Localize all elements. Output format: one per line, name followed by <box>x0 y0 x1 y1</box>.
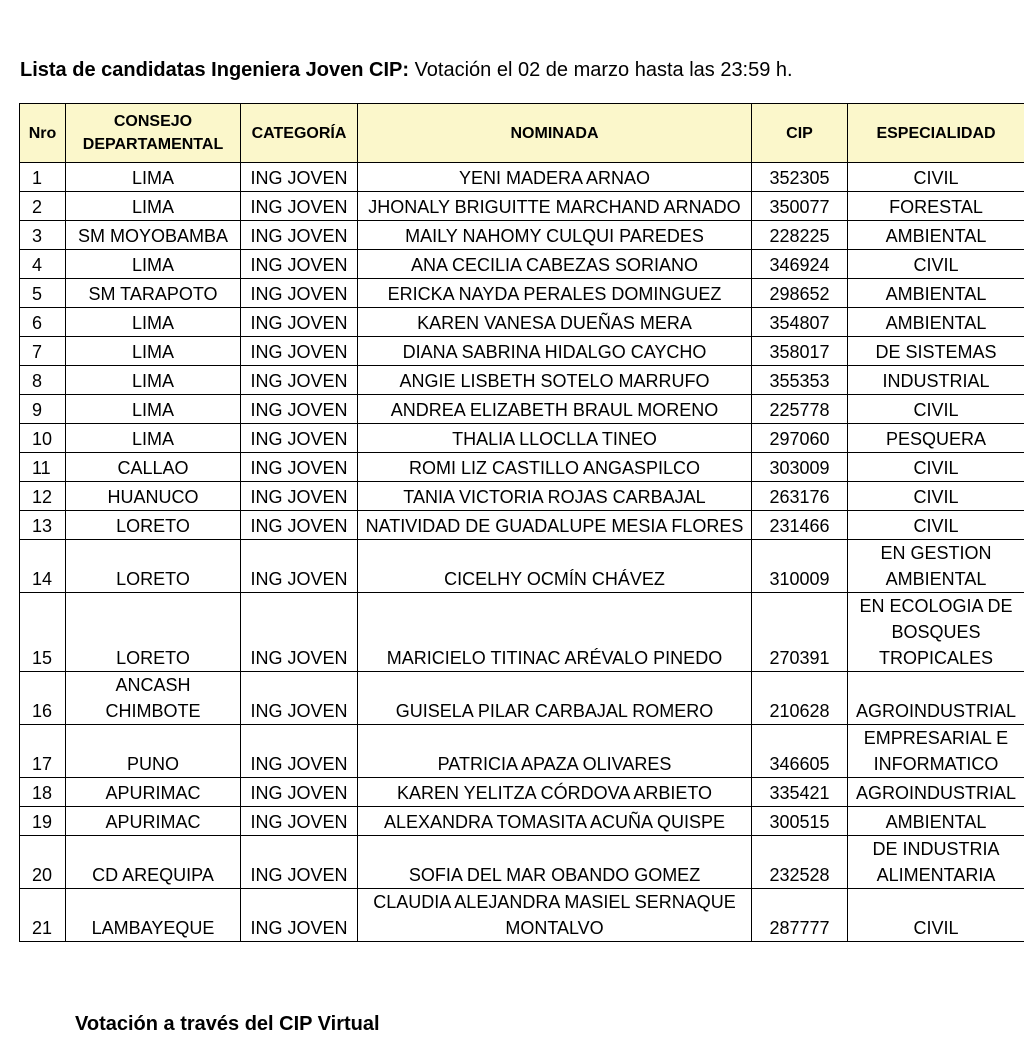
cell-nro: 10 <box>20 424 66 453</box>
cell-consejo: LIMA <box>66 395 241 424</box>
cell-especialidad: CIVIL <box>848 889 1024 942</box>
cell-nro: 8 <box>20 366 66 395</box>
cell-cip: 354807 <box>752 308 848 337</box>
cell-categoria: ING JOVEN <box>241 511 358 540</box>
cell-especialidad: AMBIENTAL <box>848 221 1024 250</box>
table-row <box>20 540 1024 593</box>
cell-nominada: KAREN VANESA DUEÑAS MERA <box>358 308 752 337</box>
table-row <box>20 807 1024 836</box>
cell-nominada: CLAUDIA ALEJANDRA MASIEL SERNAQUE MONTALVO <box>358 889 752 942</box>
table-header <box>20 104 1024 163</box>
table-row <box>20 511 1024 540</box>
cell-especialidad: CIVIL <box>848 250 1024 279</box>
cell-nro: 15 <box>20 593 66 672</box>
table-row <box>20 725 1024 778</box>
cell-nro: 17 <box>20 725 66 778</box>
cell-especialidad: PESQUERA <box>848 424 1024 453</box>
cell-consejo: LORETO <box>66 511 241 540</box>
cell-nro: 18 <box>20 778 66 807</box>
cell-nro: 4 <box>20 250 66 279</box>
table-row <box>20 163 1024 192</box>
cell-cip: 303009 <box>752 453 848 482</box>
table-body <box>20 163 1024 942</box>
cell-cip: 335421 <box>752 778 848 807</box>
cell-consejo: SM MOYOBAMBA <box>66 221 241 250</box>
cell-nominada: SOFIA DEL MAR OBANDO GOMEZ <box>358 836 752 889</box>
cell-nominada: NATIVIDAD DE GUADALUPE MESIA FLORES <box>358 511 752 540</box>
cell-consejo: LIMA <box>66 366 241 395</box>
cell-nominada: ERICKA NAYDA PERALES DOMINGUEZ <box>358 279 752 308</box>
cell-consejo: CALLAO <box>66 453 241 482</box>
cell-especialidad: AMBIENTAL <box>848 807 1024 836</box>
cell-categoria: ING JOVEN <box>241 540 358 593</box>
col-header-especialidad: ESPECIALIDAD <box>848 104 1024 163</box>
cell-nro: 19 <box>20 807 66 836</box>
cell-cip: 297060 <box>752 424 848 453</box>
cell-cip: 228225 <box>752 221 848 250</box>
cell-especialidad: EN ECOLOGIA DE BOSQUES TROPICALES <box>848 593 1024 672</box>
cell-cip: 355353 <box>752 366 848 395</box>
cell-consejo: APURIMAC <box>66 778 241 807</box>
cell-categoria: ING JOVEN <box>241 366 358 395</box>
cell-especialidad: CIVIL <box>848 163 1024 192</box>
cell-nro: 7 <box>20 337 66 366</box>
cell-nro: 21 <box>20 889 66 942</box>
cell-cip: 310009 <box>752 540 848 593</box>
cell-consejo: PUNO <box>66 725 241 778</box>
cell-consejo: HUANUCO <box>66 482 241 511</box>
cell-categoria: ING JOVEN <box>241 221 358 250</box>
table-row <box>20 453 1024 482</box>
cell-especialidad: AMBIENTAL <box>848 308 1024 337</box>
cell-especialidad: AGROINDUSTRIAL <box>848 778 1024 807</box>
table-row <box>20 778 1024 807</box>
cell-consejo: SM TARAPOTO <box>66 279 241 308</box>
cell-nominada: ALEXANDRA TOMASITA ACUÑA QUISPE <box>358 807 752 836</box>
cell-consejo: LIMA <box>66 337 241 366</box>
cell-especialidad: EMPRESARIAL E INFORMATICO <box>848 725 1024 778</box>
cell-cip: 232528 <box>752 836 848 889</box>
cell-nominada: YENI MADERA ARNAO <box>358 163 752 192</box>
cell-nominada: TANIA VICTORIA ROJAS CARBAJAL <box>358 482 752 511</box>
cell-nro: 5 <box>20 279 66 308</box>
table-row <box>20 482 1024 511</box>
cell-cip: 358017 <box>752 337 848 366</box>
cell-nominada: ROMI LIZ CASTILLO ANGASPILCO <box>358 453 752 482</box>
cell-especialidad: EN GESTION AMBIENTAL <box>848 540 1024 593</box>
table-row <box>20 593 1024 672</box>
cell-cip: 263176 <box>752 482 848 511</box>
cell-categoria: ING JOVEN <box>241 889 358 942</box>
col-header-categoria: CATEGORÍA <box>241 104 358 163</box>
cell-consejo: LORETO <box>66 540 241 593</box>
title-subtitle: Votación el 02 de marzo hasta las 23:59 h. <box>409 59 793 81</box>
cell-cip: 231466 <box>752 511 848 540</box>
cell-cip: 270391 <box>752 593 848 672</box>
cell-categoria: ING JOVEN <box>241 163 358 192</box>
page-title <box>20 57 793 83</box>
cell-consejo: CD AREQUIPA <box>66 836 241 889</box>
candidates-table <box>19 103 1024 942</box>
cell-consejo: ANCASH CHIMBOTE <box>66 672 241 725</box>
cell-nominada: THALIA LLOCLLA TINEO <box>358 424 752 453</box>
cell-nro: 6 <box>20 308 66 337</box>
cell-especialidad: AMBIENTAL <box>848 279 1024 308</box>
cell-nro: 14 <box>20 540 66 593</box>
cell-nominada: JHONALY BRIGUITTE MARCHAND ARNADO <box>358 192 752 221</box>
cell-especialidad: CIVIL <box>848 482 1024 511</box>
cell-especialidad: CIVIL <box>848 511 1024 540</box>
title-bold: Lista de candidatas Ingeniera Joven CIP: <box>20 59 410 81</box>
cell-categoria: ING JOVEN <box>241 836 358 889</box>
cell-cip: 225778 <box>752 395 848 424</box>
cell-especialidad: INDUSTRIAL <box>848 366 1024 395</box>
cell-nro: 11 <box>20 453 66 482</box>
cell-nominada: ANDREA ELIZABETH BRAUL MORENO <box>358 395 752 424</box>
cell-nominada: ANA CECILIA CABEZAS SORIANO <box>358 250 752 279</box>
cell-categoria: ING JOVEN <box>241 250 358 279</box>
cell-categoria: ING JOVEN <box>241 807 358 836</box>
table-row <box>20 192 1024 221</box>
col-header-consejo: CONSEJO DEPARTAMENTAL <box>66 104 241 163</box>
cell-categoria: ING JOVEN <box>241 395 358 424</box>
cell-nro: 20 <box>20 836 66 889</box>
cell-nro: 2 <box>20 192 66 221</box>
cell-especialidad: DE SISTEMAS <box>848 337 1024 366</box>
cell-categoria: ING JOVEN <box>241 424 358 453</box>
col-header-nominada: NOMINADA <box>358 104 752 163</box>
footer-note: Votación a través del CIP Virtual <box>75 1013 380 1035</box>
cell-especialidad: DE INDUSTRIA ALIMENTARIA <box>848 836 1024 889</box>
cell-cip: 300515 <box>752 807 848 836</box>
cell-cip: 287777 <box>752 889 848 942</box>
cell-consejo: APURIMAC <box>66 807 241 836</box>
cell-consejo: LIMA <box>66 192 241 221</box>
cell-categoria: ING JOVEN <box>241 672 358 725</box>
table-row <box>20 337 1024 366</box>
cell-consejo: LIMA <box>66 163 241 192</box>
table-row <box>20 672 1024 725</box>
cell-categoria: ING JOVEN <box>241 593 358 672</box>
header-row <box>20 104 1024 163</box>
cell-categoria: ING JOVEN <box>241 279 358 308</box>
cell-categoria: ING JOVEN <box>241 725 358 778</box>
cell-categoria: ING JOVEN <box>241 337 358 366</box>
cell-nominada: MAILY NAHOMY CULQUI PAREDES <box>358 221 752 250</box>
cell-especialidad: FORESTAL <box>848 192 1024 221</box>
table-row <box>20 279 1024 308</box>
table-row <box>20 395 1024 424</box>
cell-nro: 13 <box>20 511 66 540</box>
cell-cip: 210628 <box>752 672 848 725</box>
cell-consejo: LIMA <box>66 250 241 279</box>
table-row <box>20 308 1024 337</box>
cell-especialidad: CIVIL <box>848 453 1024 482</box>
cell-nominada: KAREN YELITZA CÓRDOVA ARBIETO <box>358 778 752 807</box>
table-row <box>20 836 1024 889</box>
cell-cip: 346605 <box>752 725 848 778</box>
col-header-nro: Nro <box>20 104 66 163</box>
cell-nominada: MARICIELO TITINAC ARÉVALO PINEDO <box>358 593 752 672</box>
cell-nominada: CICELHY OCMÍN CHÁVEZ <box>358 540 752 593</box>
cell-categoria: ING JOVEN <box>241 192 358 221</box>
table-row <box>20 889 1024 942</box>
cell-nominada: GUISELA PILAR CARBAJAL ROMERO <box>358 672 752 725</box>
cell-consejo: LIMA <box>66 308 241 337</box>
cell-nro: 9 <box>20 395 66 424</box>
cell-consejo: LIMA <box>66 424 241 453</box>
cell-especialidad: AGROINDUSTRIAL <box>848 672 1024 725</box>
cell-nominada: ANGIE LISBETH SOTELO MARRUFO <box>358 366 752 395</box>
cell-consejo: LORETO <box>66 593 241 672</box>
table-row <box>20 366 1024 395</box>
cell-especialidad: CIVIL <box>848 395 1024 424</box>
cell-nominada: PATRICIA APAZA OLIVARES <box>358 725 752 778</box>
cell-nominada: DIANA SABRINA HIDALGO CAYCHO <box>358 337 752 366</box>
cell-cip: 298652 <box>752 279 848 308</box>
cell-cip: 350077 <box>752 192 848 221</box>
cell-consejo: LAMBAYEQUE <box>66 889 241 942</box>
cell-categoria: ING JOVEN <box>241 308 358 337</box>
cell-nro: 16 <box>20 672 66 725</box>
cell-categoria: ING JOVEN <box>241 482 358 511</box>
table-row <box>20 250 1024 279</box>
cell-nro: 12 <box>20 482 66 511</box>
col-header-cip: CIP <box>752 104 848 163</box>
cell-cip: 346924 <box>752 250 848 279</box>
cell-cip: 352305 <box>752 163 848 192</box>
cell-categoria: ING JOVEN <box>241 453 358 482</box>
cell-nro: 3 <box>20 221 66 250</box>
cell-categoria: ING JOVEN <box>241 778 358 807</box>
cell-nro: 1 <box>20 163 66 192</box>
table-row <box>20 221 1024 250</box>
table-row <box>20 424 1024 453</box>
